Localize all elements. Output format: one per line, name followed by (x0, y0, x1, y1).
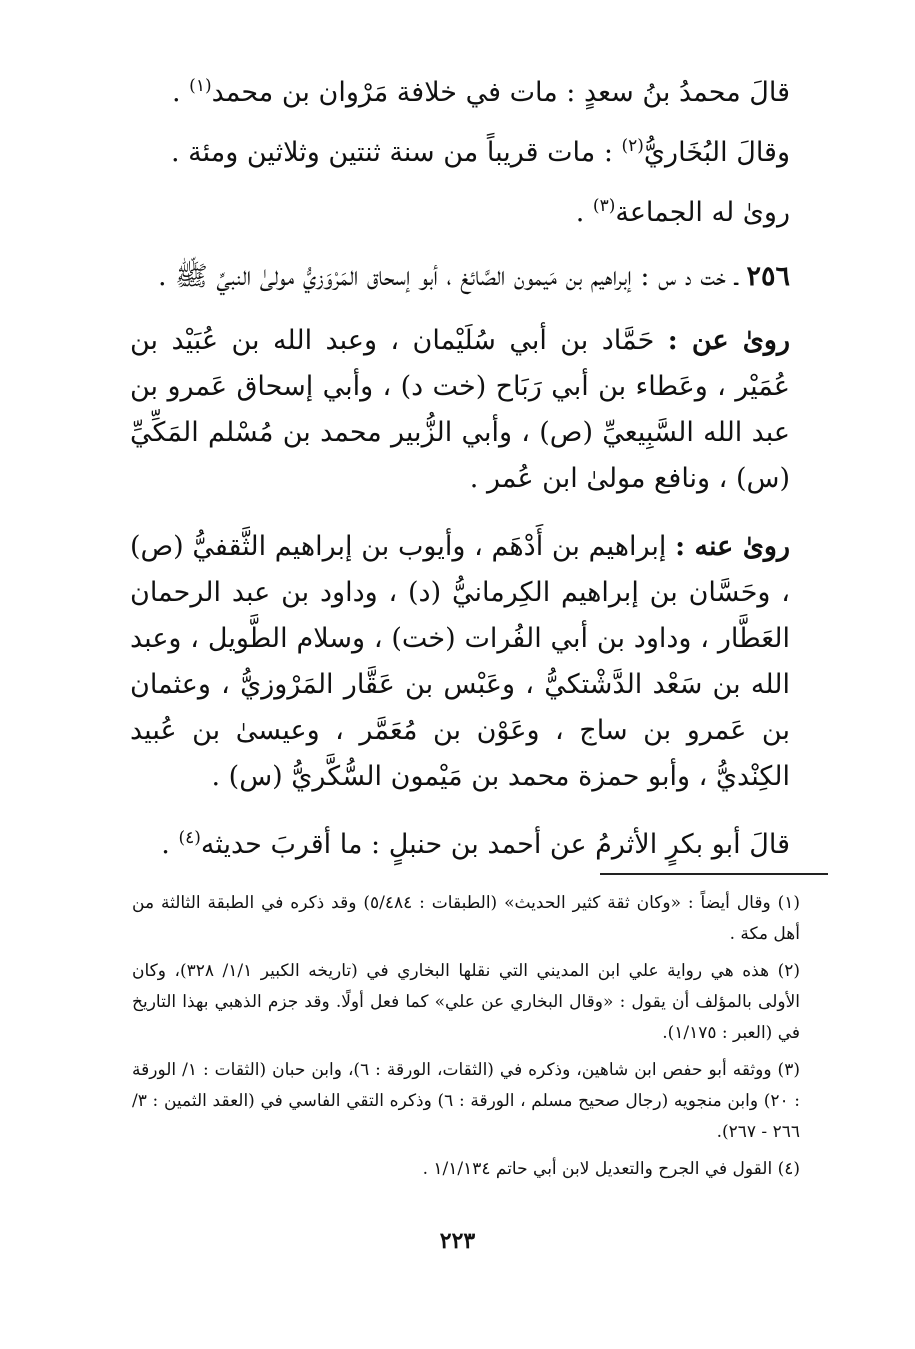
footnote-3: (٣) ووثقه أبو حفص ابن شاهين، وذكره في (الثقات، الورقة : ٦)، وابن حبان (الثقات : ١/ الورقة : ٢٠) وابن منجويه (رجال صحيح مسلم ، الورقة : ٦) وذكره التقي الفاسي في (العقد الثمين : ٣/ ٢٦٦ - ٢٦٧). (132, 1060, 801, 1142)
paragraph-rawa-an (130, 318, 790, 502)
paragraph-tail: . (161, 829, 179, 860)
paragraph-text: : مات قريباً من سنة ثنتين وثلاثين ومئة . (171, 137, 622, 168)
footnote-2: (٢) هذه هي رواية علي ابن المديني التي نقلها البخاري في (تاريخه الكبير ١/١/ ٣٢٨)، وكان الأولى بالمؤلف أن يقول : «وقال البخاري عن علي» كما فعل أولًا. وقد جزم الذهبي بهذا التاريخ في (العبر : ١/١٧٥). (132, 961, 800, 1043)
paragraph-tail: . (575, 197, 593, 228)
footnote-divider (600, 873, 828, 875)
entry-heading (130, 254, 790, 300)
paragraph-lead: وقالَ البُخَاريُّ (643, 137, 790, 168)
rawa-an-text: حَمَّاد بن أبي سُلَيْمان ، وعبد الله بن عُبَيْد بن عُمَيْر ، وعَطاء بن أبي رَبَاح (خت د) ، وأبي إسحاق عَمرو بن عبد الله السَّبِيعيِّ (ص) ، وأبي الزُّبير محمد بن مُسْلم المَكِّيِّ (س) ، ونافع مولىٰ ابن عُمر . (130, 325, 790, 494)
footnote-1: (١) وقال أيضاً : «وكان ثقة كثير الحديث» (الطبقات : ٥/٤٨٤) وقد ذكره في الطبقة الثالثة من أهل مكة . (132, 893, 800, 944)
rawa-anhu-label: روىٰ عنه : (675, 531, 790, 562)
rawa-an-label: روىٰ عن : (667, 325, 791, 356)
paragraph-athram (130, 822, 790, 868)
footnote-ref-3[interactable]: (٣) (592, 196, 616, 216)
paragraph-bukhari (130, 130, 790, 176)
main-text (130, 70, 790, 868)
paragraph-text: قالَ أبو بكرٍ الأثرمُ عن أحمد بن حنبلٍ : ما أقربَ حديثه (200, 829, 790, 860)
rawa-anhu-text: إبراهيم بن أَدْهَم ، وأيوب بن إبراهيم الثَّقفيُّ (ص) ، وحَسَّان بن إبراهيم الكِرمانيُّ (د) ، وداود بن عبد الرحمان العَطَّار ، وداود بن أبي الفُرات (خت) ، وسلام الطَّويل ، وعبد الله بن سَعْد الدَّشْتكيُّ ، وعَبْس بن عَقَّار المَرْوزيُّ ، وعثمان بن عَمرو بن ساج ، وعَوْن بن مُعَمَّر ، وعيسىٰ بن عُبيد الكِنْديُّ ، وأبو حمزة محمد بن مَيْمون السُّكَّريُّ (س) . (130, 531, 790, 792)
paragraph-text: قالَ محمدُ بنُ سعدٍ : مات في خلافة مَرْوان بن محمد (211, 77, 790, 108)
footnote-ref-4[interactable]: (٤) (178, 828, 201, 848)
footnotes (132, 888, 800, 1191)
footnote-ref-2[interactable]: (٢) (621, 136, 644, 156)
paragraph-text: روىٰ له الجماعة (615, 197, 790, 228)
footnote-4: (٤) القول في الجرح والتعديل لابن أبي حاتم ١/١/١٣٤ . (422, 1159, 800, 1179)
footnote-ref-1[interactable]: (١) (189, 76, 212, 96)
paragraph-jamaa (130, 190, 790, 236)
page-number: ٢٢٣ (439, 1228, 476, 1254)
paragraph-rawa-anhu (130, 524, 790, 800)
paragraph-ibn-saad (130, 70, 790, 116)
entry-number: ٢٥٦ (746, 261, 790, 292)
entry-text: ـ خت د س : إبراهيم بن مَيمون الصَّائغ ، أبو إسحاق المَرْوَزيُّ مولىٰ النبيِّ ﷺ . (157, 261, 747, 292)
paragraph-tail: . (172, 77, 190, 108)
